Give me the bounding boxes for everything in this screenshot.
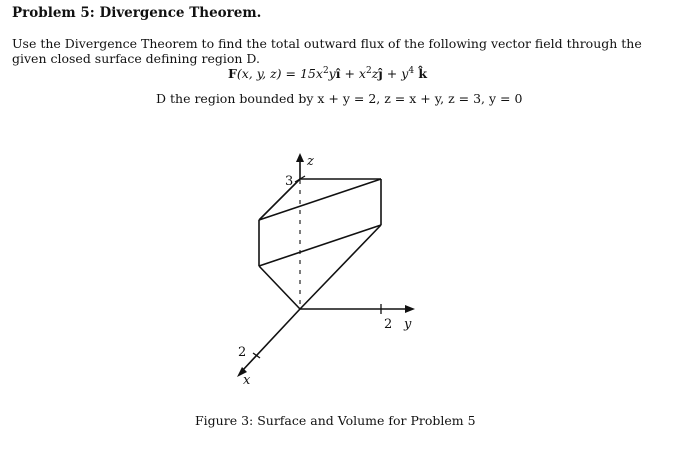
i-hat: î <box>335 66 341 81</box>
z-arrowhead <box>296 153 304 162</box>
region-description: D the region bounded by x + y = 2, z = x + y, z = 3, y = 0 <box>156 91 523 106</box>
y-axis-label: y <box>404 317 412 332</box>
exponent-4: 4 <box>408 66 415 76</box>
exponent-2a: 2 <box>322 66 329 76</box>
x-tick-label: 2 <box>238 345 247 360</box>
x-axis <box>242 309 300 371</box>
field-term-3: + y <box>382 66 409 81</box>
z-axis-label: z <box>307 154 314 169</box>
problem-instructions: Use the Divergence Theorem to find the total outward flux of the following vector field through the given closed surface defining region D. <box>12 36 642 66</box>
x-axis-label: x <box>243 373 251 388</box>
problem-title: Problem 5: Divergence Theorem. <box>12 5 262 21</box>
y-tick-label: 2 <box>384 317 393 332</box>
field-symbol: F <box>228 66 237 81</box>
edge-top-diagonal <box>259 179 381 220</box>
edge-right-slant <box>300 225 381 309</box>
exponent-2b: 2 <box>365 66 372 76</box>
field-term-1b: y <box>328 66 336 81</box>
edge-bottom-diagonal <box>259 225 381 266</box>
k-hat: k̂ <box>414 66 428 81</box>
field-term-2b: z <box>371 66 379 81</box>
field-term-2: + x <box>340 66 366 81</box>
figure-caption: Figure 3: Surface and Volume for Problem 5 <box>195 413 476 428</box>
edge-left-slant <box>259 266 300 309</box>
z-tick-label: 3 <box>285 174 294 189</box>
y-arrowhead <box>405 305 415 313</box>
field-term-1: (x, y, z) = 15x <box>236 66 323 81</box>
j-hat: ĵ <box>378 66 383 81</box>
